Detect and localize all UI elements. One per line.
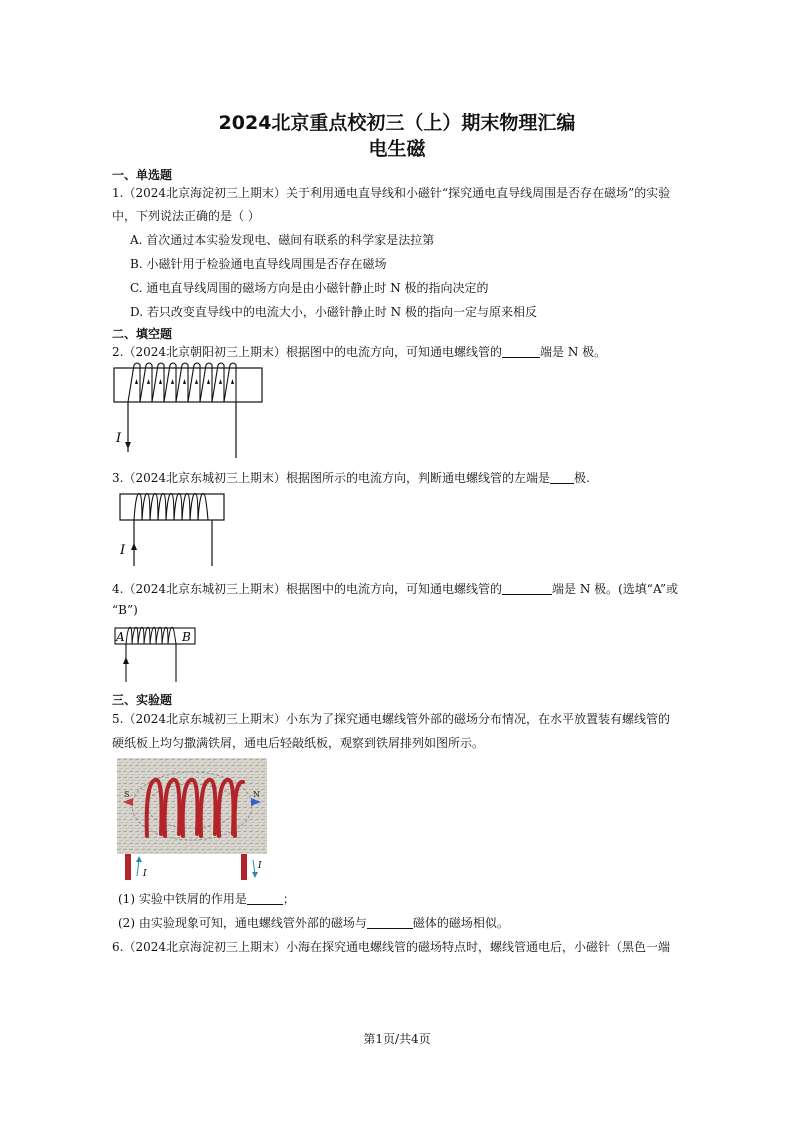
q5-sub2-blank[interactable] (367, 917, 413, 929)
q1-stem-line2: 中，下列说法正确的是（ ） (112, 209, 260, 223)
section-heading-single-choice: 一、单选题 (112, 168, 173, 182)
q5-photo-current-label-left: I (143, 869, 147, 879)
q4-text-before: 4.（2024北京东城初三上期末）根据图中的电流方向，可知通电螺线管的 (112, 582, 502, 596)
q4-answer-blank[interactable] (502, 583, 552, 595)
q2-answer-blank[interactable] (502, 346, 540, 358)
q2-stem (112, 343, 606, 360)
q1-option-c: C. 通电直导线周围的磁场方向是由小磁针静止时 N 极的指向决定的 (130, 281, 489, 295)
q5-sub2-before: (2) 由实验现象可知，通电螺线管外部的磁场与 (118, 916, 367, 930)
q2-text-after: 端是 N 极。 (540, 345, 607, 359)
q5-photo-label-s: S (124, 790, 130, 799)
q4-stem-line2: “B”) (112, 603, 138, 617)
q5-photo-current-label-right: I (258, 861, 262, 871)
q4-stem-line1 (112, 580, 678, 597)
q5-sub1-blank[interactable] (247, 893, 283, 905)
q3-solenoid-diagram (112, 490, 232, 568)
q5-stem-line1: 5.（2024北京东城初三上期末）小东为了探究通电螺线管外部的磁场分布情况，在水平放置装有螺线管的 (112, 712, 670, 726)
page-subtitle: 电生磁 (368, 138, 426, 160)
q4-solenoid-diagram (112, 624, 202, 682)
q5-sub1-after: ； (282, 892, 295, 906)
q5-sub1 (118, 890, 295, 907)
q5-sub2-after: 磁体的磁场相似。 (412, 916, 509, 930)
q5-photo-label-n: N (253, 790, 260, 799)
q2-solenoid-diagram (110, 362, 270, 462)
q3-current-label: I (120, 543, 126, 558)
q5-sub1-before: (1) 实验中铁屑的作用是 (118, 892, 247, 906)
section-heading-fill-blank: 二、填空题 (112, 327, 173, 341)
q1-stem-line1: 1.（2024北京海淀初三上期末）关于利用通电直导线和小磁针“探究通电直导线周围是否存在磁场”的实验 (112, 186, 671, 200)
q5-stem-line2: 硬纸板上均匀撒满铁屑，通电后轻敲纸板，观察到铁屑排列如图所示。 (112, 736, 485, 750)
q1-option-d: D. 若只改变直导线中的电流大小，小磁针静止时 N 极的指向一定与原来相反 (130, 305, 537, 319)
q3-answer-blank[interactable] (550, 472, 574, 484)
page-title: 2024北京重点校初三（上）期末物理汇编 (218, 112, 576, 134)
section-heading-experiment: 三、实验题 (112, 693, 173, 707)
page-footer: 第1页/共4页 (363, 1032, 431, 1046)
q5-sub2 (118, 914, 509, 931)
q3-stem (112, 469, 590, 486)
q4-label-b: B (182, 630, 191, 644)
q1-option-a: A. 首次通过本实验发现电、磁间有联系的科学家是法拉第 (130, 233, 435, 247)
q3-text-after: 极. (574, 471, 590, 485)
q1-option-b: B. 小磁针用于检验通电直导线周围是否存在磁场 (130, 257, 387, 271)
q6-stem-line1: 6.（2024北京海淀初三上期末）小海在探究通电螺线管的磁场特点时，螺线管通电后，小磁针（黑色一端 (112, 940, 670, 954)
q3-text-before: 3.（2024北京东城初三上期末）根据图所示的电流方向，判断通电螺线管的左端是 (112, 471, 550, 485)
q2-text-before: 2.（2024北京朝阳初三上期末）根据图中的电流方向，可知通电螺线管的 (112, 345, 502, 359)
q4-label-a: A (116, 630, 125, 644)
q5-iron-filings-photo (117, 758, 267, 880)
q4-text-after: 端是 N 极。(选填“A”或 (552, 582, 678, 596)
q2-current-label: I (116, 431, 122, 446)
